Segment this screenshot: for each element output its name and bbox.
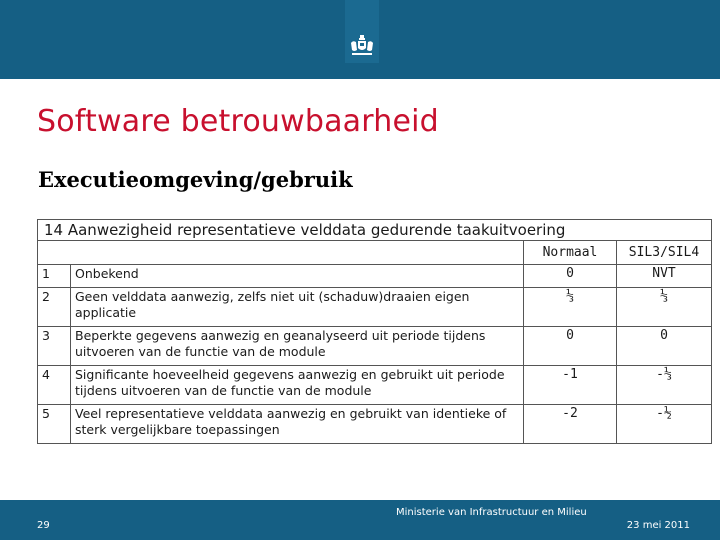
table-row	[38, 265, 712, 288]
row-number: 5	[38, 405, 71, 444]
ministry-name: Ministerie van Infrastructuur en Milieu	[396, 507, 587, 518]
row-description: Geen velddata aanwezig, zelfs niet uit (schaduw)draaien eigen applicatie	[71, 288, 524, 327]
row-number: 3	[38, 327, 71, 366]
table-row	[38, 366, 712, 405]
row-normaal-value: 0	[524, 327, 617, 366]
table-header-row	[38, 241, 712, 265]
scoring-table	[37, 219, 712, 444]
row-description: Veel representatieve velddata aanwezig en gebruikt van identieke of sterk vergelijkbare toepassingen	[71, 405, 524, 444]
row-normaal-value: 0	[524, 265, 617, 288]
table-row	[38, 288, 712, 327]
row-normaal-value: ⅓	[524, 288, 617, 327]
table-caption: 14 Aanwezigheid representatieve velddata gedurende taakuitvoering	[38, 220, 712, 241]
footer-bar	[0, 500, 720, 540]
table-row	[38, 327, 712, 366]
row-normaal-value: -1	[524, 366, 617, 405]
column-header-normaal: Normaal	[524, 241, 617, 265]
header-bar	[0, 0, 720, 79]
row-description: Significante hoeveelheid gegevens aanwezig en gebruikt uit periode tijdens uitvoeren van de functie van de module	[71, 366, 524, 405]
slide-date: 23 mei 2011	[626, 520, 690, 531]
row-sil-value: -½	[617, 405, 712, 444]
row-sil-value: 0	[617, 327, 712, 366]
row-description: Beperkte gegevens aanwezig en geanalyseerd uit periode tijdens uitvoeren van de functie van de module	[71, 327, 524, 366]
row-number: 2	[38, 288, 71, 327]
row-sil-value: ⅓	[617, 288, 712, 327]
row-normaal-value: -2	[524, 405, 617, 444]
row-sil-value: -⅓	[617, 366, 712, 405]
row-description: Onbekend	[71, 265, 524, 288]
slide-title: Software betrouwbaarheid	[37, 104, 439, 139]
row-number: 1	[38, 265, 71, 288]
page-number: 29	[37, 520, 50, 531]
logo-emblem	[345, 0, 379, 63]
slide-subtitle: Executieomgeving/gebruik	[38, 167, 353, 192]
table-caption-row	[38, 220, 712, 241]
row-number: 4	[38, 366, 71, 405]
column-header-sil: SIL3/SIL4	[617, 241, 712, 265]
row-sil-value: NVT	[617, 265, 712, 288]
header-empty-cell	[38, 241, 524, 265]
table-row	[38, 405, 712, 444]
coat-of-arms-icon	[349, 35, 375, 57]
